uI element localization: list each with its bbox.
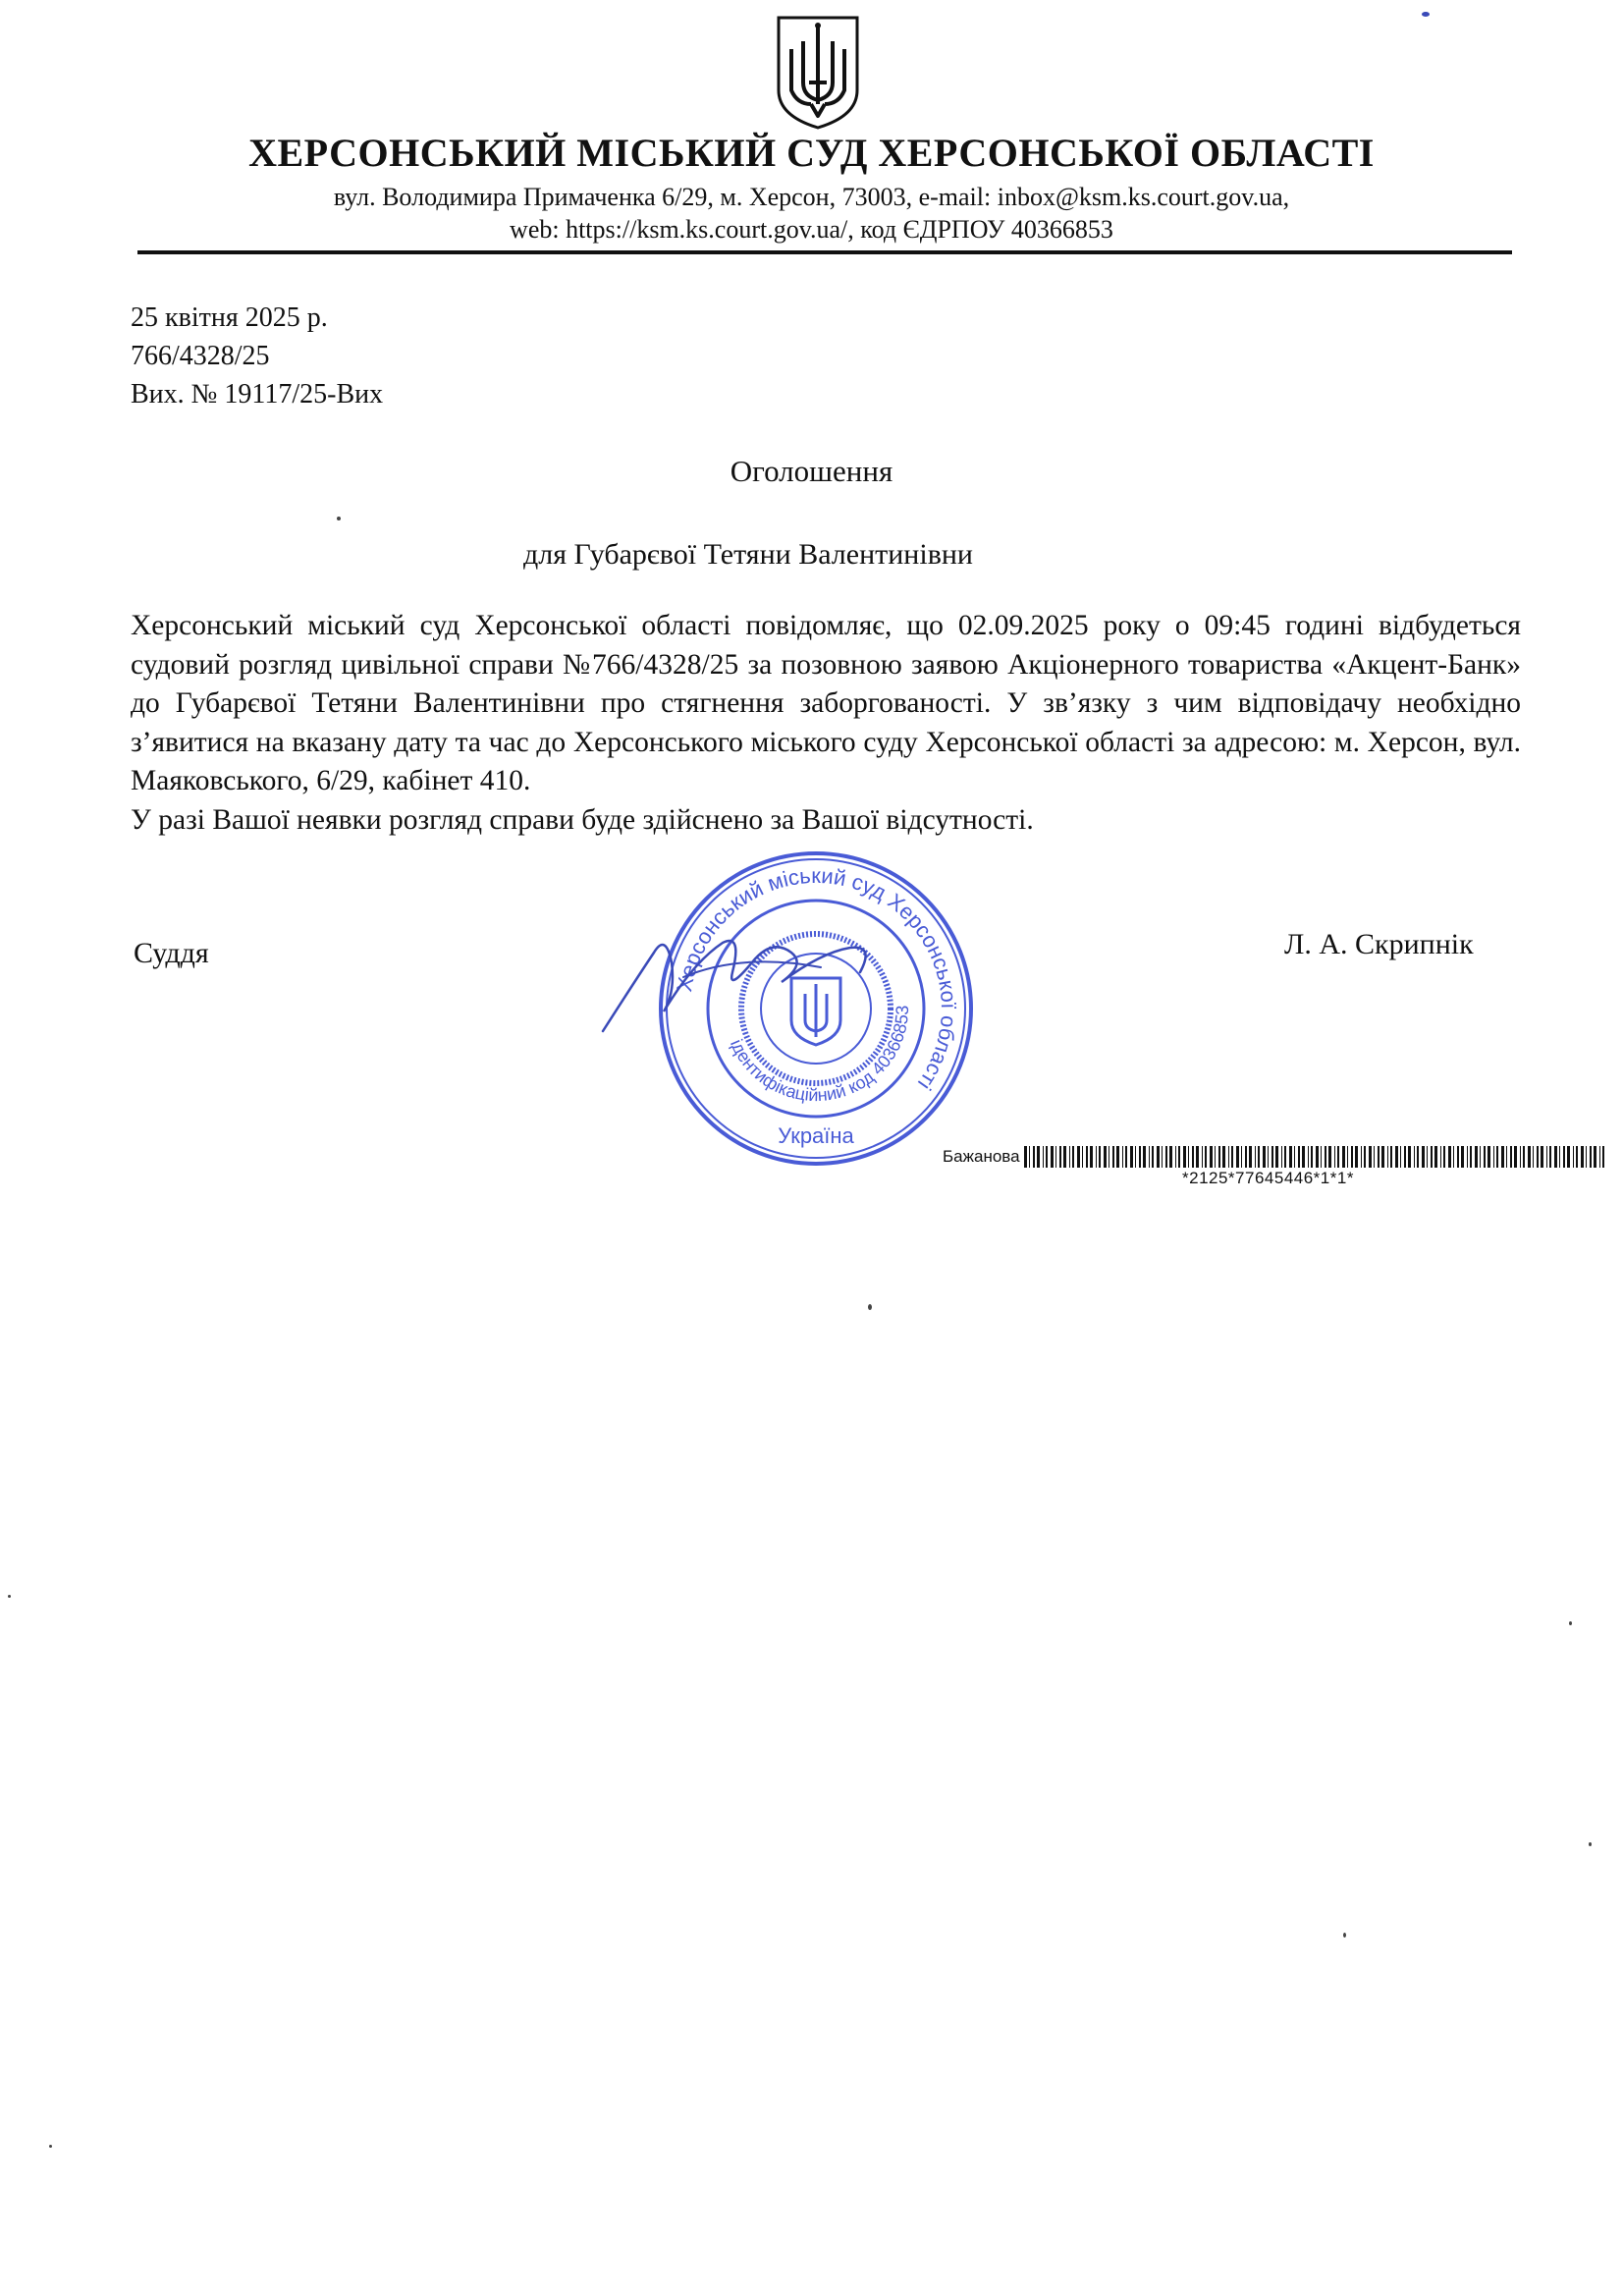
barcode-bar <box>1157 1146 1160 1168</box>
barcode-bar <box>1245 1146 1247 1168</box>
document-title: Оголошення <box>730 454 893 488</box>
barcode-bar <box>1541 1146 1543 1168</box>
barcode-bar <box>1143 1146 1146 1168</box>
barcode-bar <box>1263 1146 1266 1168</box>
barcode-bar <box>1228 1146 1229 1168</box>
announcement-body <box>131 607 1521 840</box>
barcode-bar <box>1090 1146 1093 1168</box>
barcode <box>1024 1146 1605 1168</box>
barcode-bar <box>1434 1146 1437 1168</box>
scan-speck <box>8 1595 11 1598</box>
barcode-bar <box>1072 1146 1074 1168</box>
barcode-bar <box>1378 1146 1380 1168</box>
barcode-bar <box>1554 1146 1557 1168</box>
barcode-bar <box>1590 1146 1592 1168</box>
judge-signature <box>595 894 890 1041</box>
scan-speck <box>337 517 341 520</box>
barcode-bar <box>1417 1146 1419 1168</box>
barcode-bar <box>1037 1146 1040 1168</box>
barcode-bar <box>1255 1146 1256 1168</box>
barcode-bar <box>1104 1146 1107 1168</box>
barcode-bar <box>1122 1146 1123 1168</box>
barcode-bar <box>1470 1146 1472 1168</box>
barcode-bar <box>1029 1146 1030 1168</box>
barcode-bar <box>1337 1146 1339 1168</box>
barcode-bar <box>1055 1146 1056 1168</box>
absence-notice-paragraph: У разі Вашої неявки розгляд справи буде здійснено за Вашої відсутності. <box>131 803 1034 836</box>
announcement-paragraph: Херсонський міський суд Херсонської області повідомляє, що 02.09.2025 року о 09:45 годині відбудеться судовий розгляд цивільної справи №766/4328/25 за позовною заявою Акціонерного товариства «Акцент-Банк» до Губарєвої Тетяни Валентинівни про стягнення заборгованості. У зв’язку з чим відповідачу необхідно з’явитися на вказану дату та час до Херсонського міського суду Херсонської області за адресою: м. Херсон, вул. Маяковського, 6/29, кабінет 410. <box>131 610 1521 796</box>
barcode-bar <box>1316 1146 1319 1168</box>
barcode-bar <box>1422 1146 1425 1168</box>
case-number: 766/4328/25 <box>131 341 270 371</box>
barcode-bar <box>1099 1146 1101 1168</box>
barcode-bar <box>1475 1146 1478 1168</box>
barcode-bar <box>1493 1146 1494 1168</box>
barcode-bar <box>1431 1146 1433 1168</box>
barcode-bar <box>1364 1146 1366 1168</box>
barcode-bar <box>1342 1146 1345 1168</box>
barcode-bar <box>1355 1146 1358 1168</box>
scan-speck <box>49 2145 52 2148</box>
barcode-block <box>943 1146 1605 1168</box>
barcode-bar <box>1488 1146 1490 1168</box>
barcode-bar <box>1457 1146 1459 1168</box>
barcode-bar <box>1594 1146 1596 1168</box>
barcode-bar <box>1467 1146 1468 1168</box>
barcode-bar <box>1183 1146 1186 1168</box>
barcode-bar <box>1448 1146 1451 1168</box>
barcode-bar <box>1096 1146 1097 1168</box>
header-divider <box>137 250 1512 254</box>
scan-speck <box>1422 12 1430 17</box>
barcode-bar <box>1599 1146 1600 1168</box>
barcode-bar <box>1162 1146 1163 1168</box>
barcode-bar <box>1268 1146 1269 1168</box>
court-web-line: web: https://ksm.ks.court.gov.ua/, код ЄДРПОУ 40366853 <box>510 215 1113 244</box>
barcode-bar <box>1533 1146 1534 1168</box>
barcode-bar <box>1152 1146 1154 1168</box>
barcode-bar <box>1258 1146 1260 1168</box>
barcode-bar <box>1528 1146 1531 1168</box>
clerk-name: Бажанова <box>943 1147 1020 1166</box>
barcode-bar <box>1281 1146 1282 1168</box>
barcode-bar <box>1043 1146 1044 1168</box>
barcode-bar <box>1222 1146 1225 1168</box>
barcode-bar <box>1210 1146 1213 1168</box>
barcode-bar <box>1077 1146 1080 1168</box>
barcode-bar <box>1086 1146 1088 1168</box>
barcode-bar <box>1024 1146 1027 1168</box>
barcode-bar <box>1520 1146 1521 1168</box>
barcode-bar <box>1289 1146 1292 1168</box>
seal-country-text: Україна <box>778 1123 854 1148</box>
barcode-bar <box>1218 1146 1220 1168</box>
addressee: для Губарєвої Тетяни Валентинівни <box>523 538 973 571</box>
barcode-bar <box>1328 1146 1331 1168</box>
barcode-bar <box>1347 1146 1348 1168</box>
seal-outer-text: Херсонський міський суд Херсонської області <box>672 862 962 1095</box>
barcode-bar <box>1165 1146 1167 1168</box>
barcode-bar <box>1059 1146 1061 1168</box>
barcode-bar <box>1537 1146 1539 1168</box>
barcode-bar <box>1334 1146 1335 1168</box>
barcode-bar <box>1563 1146 1565 1168</box>
barcode-bar <box>1125 1146 1127 1168</box>
barcode-bar <box>1236 1146 1239 1168</box>
barcode-bar <box>1130 1146 1133 1168</box>
scan-speck <box>1589 1842 1592 1846</box>
court-address-line: вул. Володимира Примаченка 6/29, м. Херсон, 73003, e-mail: inbox@ksm.ks.court.gov.ua, <box>333 183 1290 211</box>
barcode-bar <box>1567 1146 1570 1168</box>
barcode-bar <box>1275 1146 1278 1168</box>
barcode-bar <box>1196 1146 1199 1168</box>
barcode-bar <box>1215 1146 1216 1168</box>
barcode-bar <box>1169 1146 1172 1168</box>
barcode-bar <box>1501 1146 1504 1168</box>
court-name-heading: ХЕРСОНСЬКИЙ МІСЬКИЙ СУД ХЕРСОНСЬКОЇ ОБЛАСТІ <box>248 131 1375 175</box>
barcode-bar <box>1453 1146 1454 1168</box>
barcode-bar <box>1514 1146 1517 1168</box>
barcode-bar <box>1361 1146 1362 1168</box>
barcode-bar <box>1461 1146 1464 1168</box>
barcode-bar <box>1414 1146 1415 1168</box>
barcode-bar <box>1351 1146 1353 1168</box>
barcode-bar <box>1484 1146 1486 1168</box>
barcode-bar <box>1063 1146 1066 1168</box>
barcode-bar <box>1523 1146 1525 1168</box>
scan-speck <box>868 1304 872 1310</box>
barcode-bar <box>1390 1146 1392 1168</box>
barcode-bar <box>1496 1146 1498 1168</box>
barcode-bar <box>1294 1146 1295 1168</box>
barcode-bar <box>1400 1146 1401 1168</box>
barcode-bar <box>1408 1146 1411 1168</box>
barcode-bar <box>1051 1146 1054 1168</box>
coat-of-arms-emblem <box>774 14 862 132</box>
judge-name: Л. А. Скрипнік <box>1284 928 1474 960</box>
barcode-bar <box>1510 1146 1512 1168</box>
barcode-bar <box>1298 1146 1300 1168</box>
barcode-bar <box>1192 1146 1194 1168</box>
barcode-bar <box>1249 1146 1252 1168</box>
barcode-bar <box>1135 1146 1136 1168</box>
barcode-bar <box>1302 1146 1305 1168</box>
barcode-bar <box>1506 1146 1507 1168</box>
barcode-bar <box>1395 1146 1398 1168</box>
barcode-bar <box>1271 1146 1273 1168</box>
barcode-bar <box>1188 1146 1189 1168</box>
barcode-bar <box>1116 1146 1119 1168</box>
barcode-bar <box>1139 1146 1141 1168</box>
barcode-bar <box>1284 1146 1286 1168</box>
barcode-bar <box>1069 1146 1070 1168</box>
barcode-bar <box>1241 1146 1242 1168</box>
barcode-bar <box>1046 1146 1048 1168</box>
barcode-bar <box>1082 1146 1083 1168</box>
barcode-bar <box>1205 1146 1207 1168</box>
barcode-bar <box>1369 1146 1372 1168</box>
scan-speck <box>1343 1933 1346 1938</box>
barcode-bar <box>1231 1146 1233 1168</box>
barcode-bar <box>1480 1146 1481 1168</box>
barcode-bar <box>1602 1146 1604 1168</box>
barcode-bar <box>1443 1146 1445 1168</box>
barcode-bar <box>1112 1146 1114 1168</box>
barcode-bar <box>1381 1146 1384 1168</box>
judge-title: Суддя <box>134 937 209 969</box>
barcode-bar <box>1586 1146 1587 1168</box>
barcode-bar <box>1149 1146 1150 1168</box>
barcode-bar <box>1202 1146 1203 1168</box>
seal-inner-text: ідентифікаційний код 40366853 <box>726 1005 913 1106</box>
barcode-bar <box>1387 1146 1388 1168</box>
barcode-number: *2125*77645446*1*1* <box>1182 1169 1354 1187</box>
barcode-bar <box>1374 1146 1375 1168</box>
document-date: 25 квітня 2025 р. <box>131 302 328 333</box>
outgoing-number: Вих. № 19117/25-Вих <box>131 379 384 410</box>
barcode-bar <box>1321 1146 1322 1168</box>
barcode-bar <box>1325 1146 1326 1168</box>
barcode-bar <box>1573 1146 1574 1168</box>
barcode-bar <box>1178 1146 1180 1168</box>
barcode-bar <box>1581 1146 1584 1168</box>
barcode-bar <box>1175 1146 1176 1168</box>
barcode-bar <box>1576 1146 1578 1168</box>
barcode-bar <box>1308 1146 1309 1168</box>
barcode-bar <box>1311 1146 1313 1168</box>
barcode-bar <box>1440 1146 1441 1168</box>
barcode-bar <box>1427 1146 1428 1168</box>
barcode-bar <box>1549 1146 1551 1168</box>
barcode-bar <box>1033 1146 1035 1168</box>
barcode-bar <box>1546 1146 1547 1168</box>
barcode-bar <box>1404 1146 1406 1168</box>
scan-speck <box>1569 1621 1572 1625</box>
barcode-bar <box>1559 1146 1560 1168</box>
